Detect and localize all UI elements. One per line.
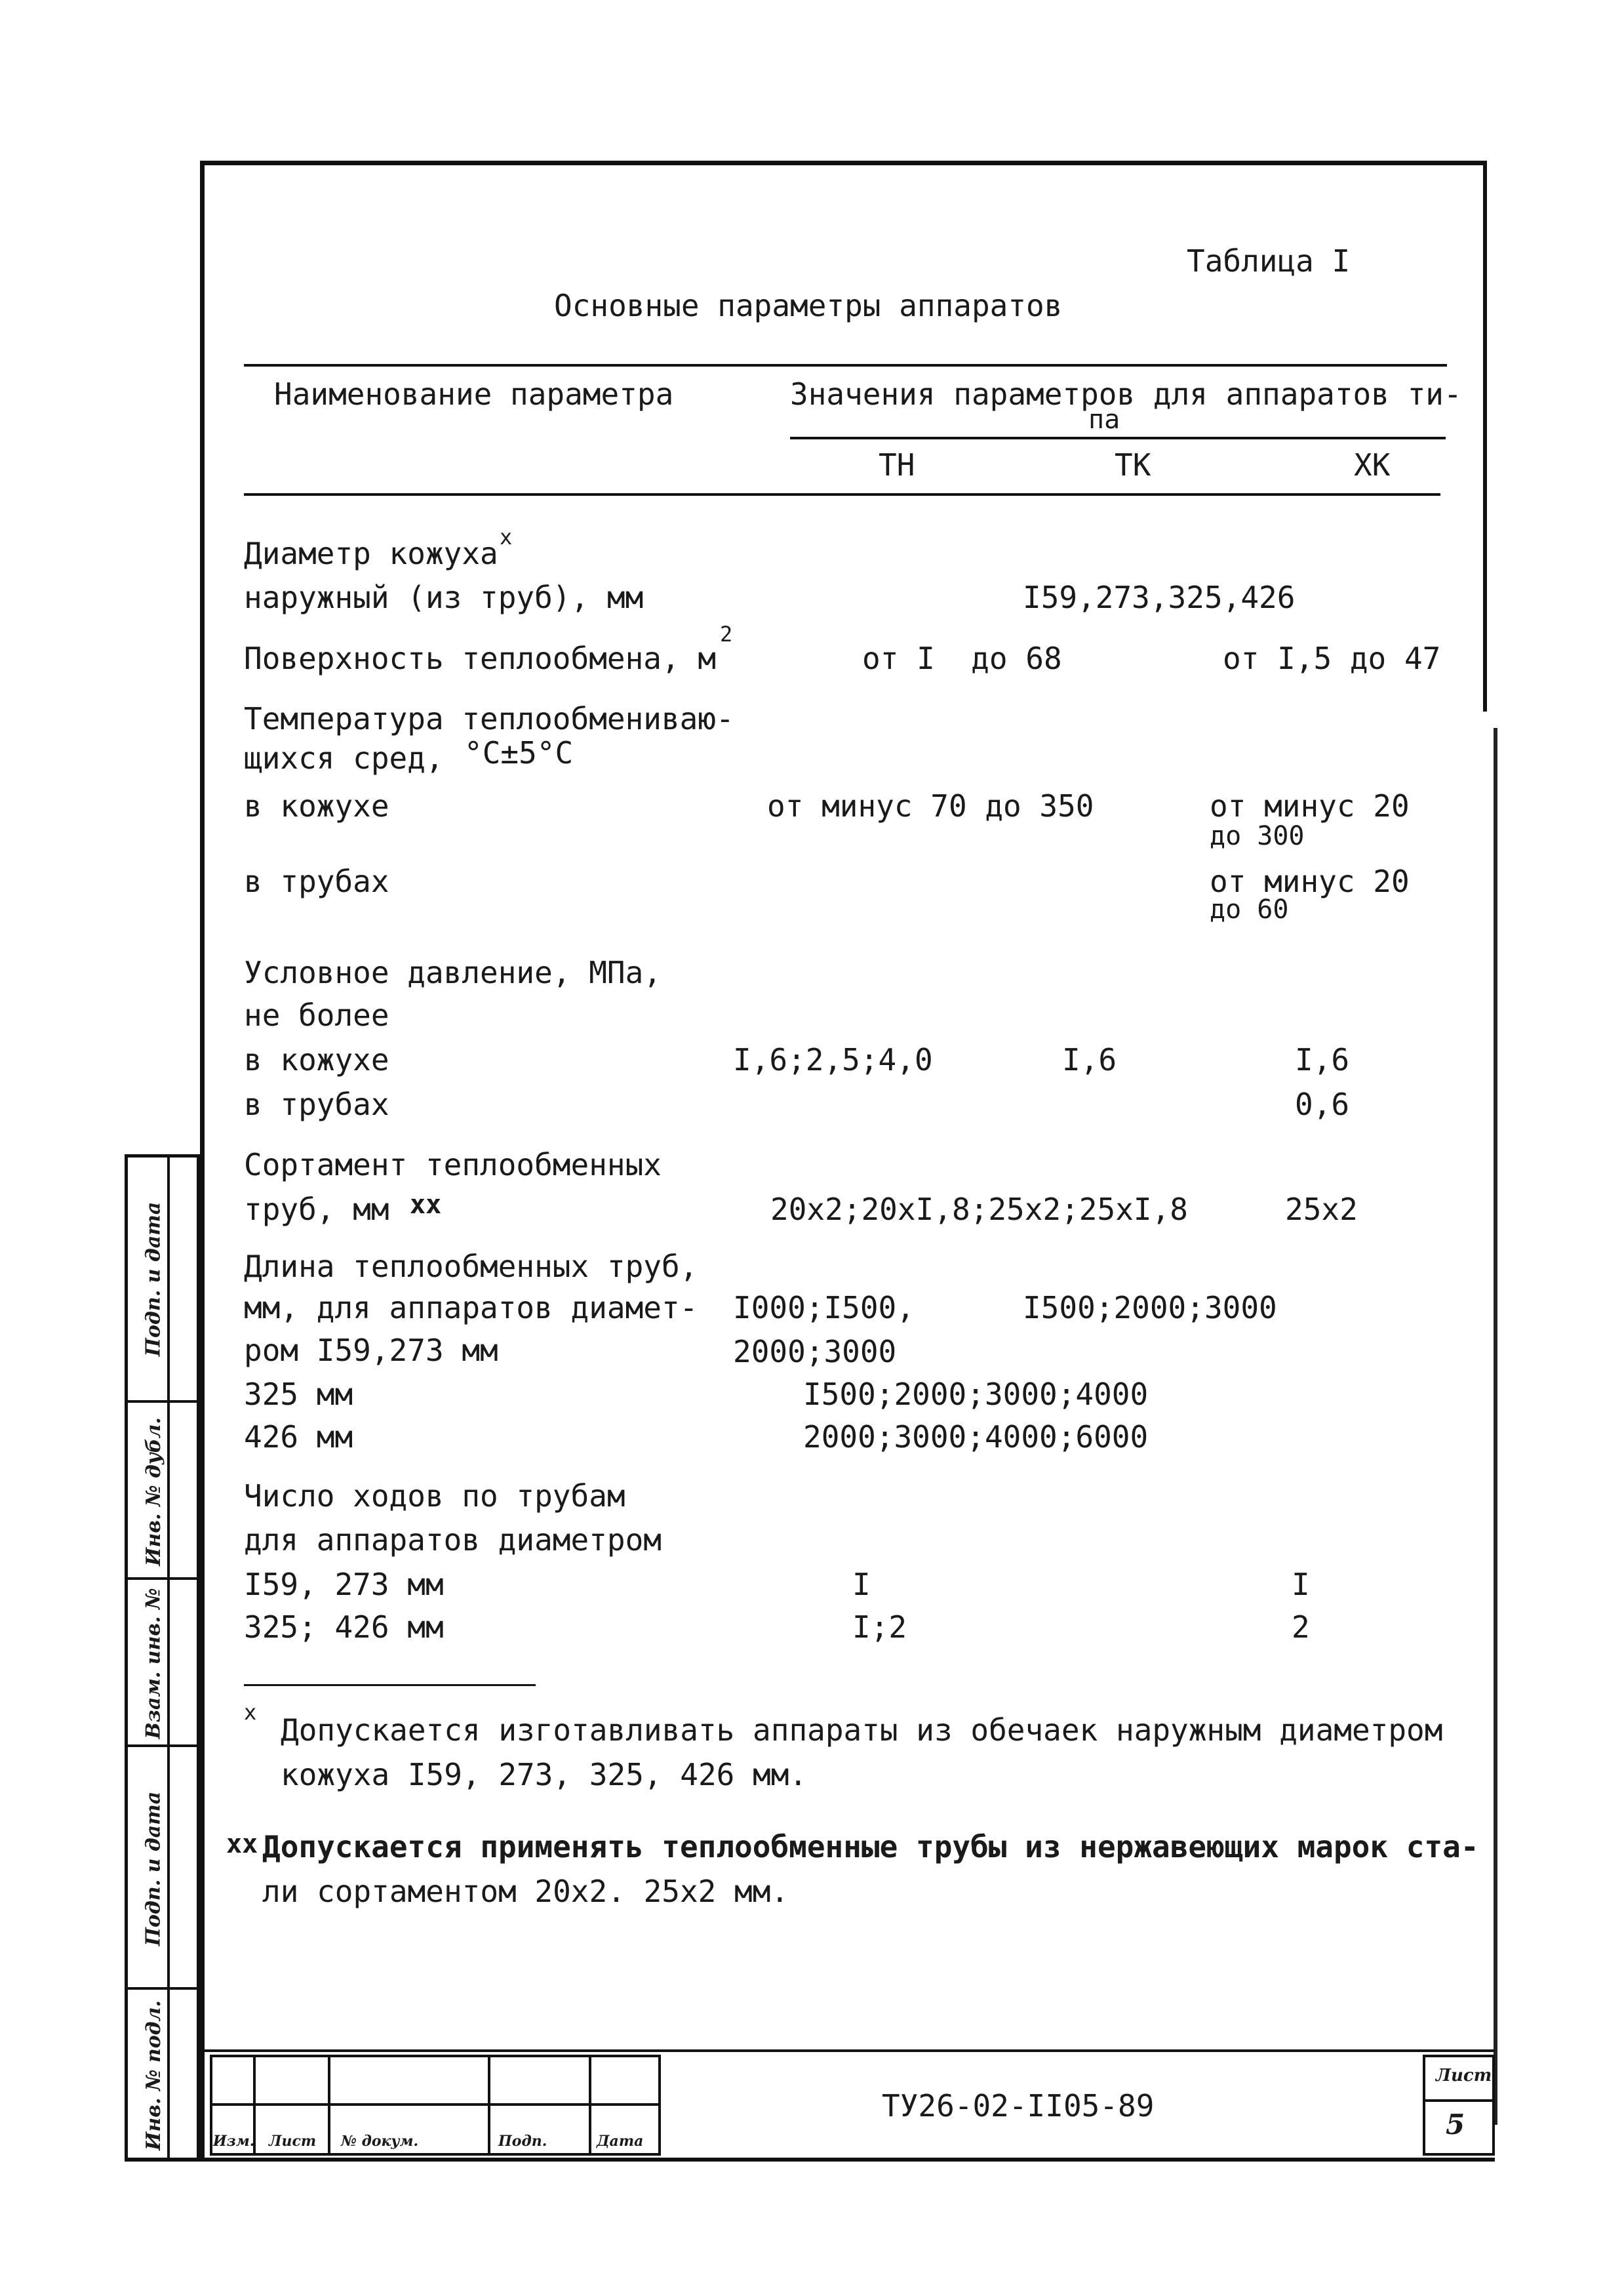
side-cell-3: [128, 1577, 197, 1744]
footnote-2-line1: Допускается применять теплообменные трубы из нержавеющих марок ста-: [262, 1829, 1479, 1864]
footnote-2-line2: ли сортаментом 20х2. 25х2 мм.: [262, 1874, 789, 1909]
header-rule-middle: [790, 437, 1446, 439]
tb-label-sheet: Лист: [269, 2133, 317, 2150]
tb-label-sign: Подп.: [498, 2133, 547, 2150]
table-caption: Таблица I: [1187, 243, 1351, 279]
row-length-label3: ром I59,273 мм: [244, 1333, 498, 1368]
header-rule-top: [244, 364, 1447, 367]
tb-label-change: Изм.: [213, 2133, 255, 2150]
row-pressure-tubes-label: в трубах: [244, 1087, 389, 1122]
row-length-325-label: 325 мм: [244, 1377, 353, 1412]
row-length-426-value: 2000;3000;4000;6000: [803, 1419, 1149, 1455]
tb-cell-5a: [589, 2055, 661, 2106]
row-temp-label2: щихся сред,: [244, 740, 444, 776]
row-temp-unit: °С±5°С: [464, 735, 574, 771]
header-param-name: Наименование параметра: [274, 376, 674, 412]
tb-cell-4a: [488, 2055, 591, 2106]
footnote-rule: [244, 1684, 536, 1686]
row-diameter-label2: наружный (из труб), мм: [244, 580, 644, 615]
row-passes-a-label: I59, 273 мм: [244, 1567, 444, 1602]
row-assort-label2: труб, мм: [244, 1192, 389, 1227]
row-temp-shell-value: от минус 70 до 350: [767, 788, 1094, 824]
side-cell-4: [128, 1744, 197, 1987]
row-pressure-shell-tk: I,6: [1062, 1042, 1117, 1078]
frame-left-border: [200, 161, 205, 2161]
header-col-tk: ТК: [1115, 447, 1151, 483]
row-pressure-label2: не более: [244, 997, 389, 1033]
side-cell-5: [128, 1987, 197, 2164]
row-temp-shell-hk1: от минус 20: [1210, 788, 1410, 824]
side-strip-divider: [167, 1158, 170, 2158]
footnote-1-line2: кожуха I59, 273, 325, 426 мм.: [281, 1757, 808, 1792]
side-label-2: Инв. № дубл.: [142, 1417, 165, 1566]
row-surface-value-hk: от I,5 до 47: [1223, 641, 1441, 676]
side-stamp-strip: [125, 1154, 200, 2161]
tb-cell-1a: [210, 2055, 256, 2106]
row-pressure-shell-hk: I,6: [1295, 1042, 1350, 1078]
side-cell-2: [128, 1400, 197, 1577]
row-temp-shell-hk2: до 300: [1210, 821, 1305, 851]
row-surface-label: Поверхность теплообмена, м: [244, 641, 717, 676]
side-label-1: Подп. и дата: [142, 1201, 165, 1356]
row-length-tk-hk: I500;2000;3000: [1023, 1290, 1277, 1325]
tb-cell-2a: [253, 2055, 330, 2106]
footnote-1-mark: х: [244, 1700, 257, 1725]
row-pressure-shell-tn: I,6;2,5;4,0: [733, 1042, 933, 1078]
row-temp-label1: Температура теплообменивaю-: [244, 701, 734, 736]
row-assort-tn-tk: 20х2;20хI,8;25х2;25хI,8: [770, 1192, 1188, 1227]
sheet-label: Лист: [1436, 2066, 1492, 2085]
frame-right-border-upper: [1483, 161, 1487, 712]
row-length-325-value: I500;2000;3000;4000: [803, 1377, 1149, 1412]
tb-label-doc-no: № докум.: [341, 2133, 419, 2150]
row-pressure-tubes-hk: 0,6: [1295, 1087, 1350, 1122]
header-rule-bottom: [244, 493, 1440, 496]
row-passes-label2: для аппаратов диаметром: [244, 1522, 662, 1558]
header-values-line1: Значения параметров для аппаратов ти-: [790, 376, 1462, 412]
frame-right-border-lower: [1494, 728, 1497, 2125]
tb-cell-3a: [328, 2055, 490, 2106]
row-passes-label1: Число ходов по трубам: [244, 1478, 625, 1514]
table-title: Основные параметры аппаратов: [554, 288, 1063, 323]
row-surface-value-tn-tk: от I до 68: [862, 641, 1062, 676]
row-temp-tubes-hk2: до 60: [1210, 895, 1289, 925]
row-temp-shell-label: в кожухе: [244, 788, 389, 824]
footnote-1-line1: Допускается изготавливать аппараты из обечаек наружным диаметром: [281, 1712, 1443, 1748]
frame-bottom-border: [125, 2158, 1495, 2162]
row-temp-tubes-label: в трубах: [244, 864, 389, 899]
row-temp-tubes-hk1: от минус 20: [1210, 864, 1410, 899]
row-length-426-label: 426 мм: [244, 1419, 353, 1455]
title-block-top-rule: [205, 2049, 1495, 2052]
row-diameter-value: I59,273,325,426: [1023, 580, 1296, 615]
row-pressure-label1: Условное давление, МПа,: [244, 955, 662, 990]
row-diameter-sup: х: [500, 525, 513, 550]
row-assort-mark: хх: [410, 1190, 442, 1220]
frame-top-border: [200, 161, 1487, 165]
side-label-5: Инв. № подл.: [142, 2000, 165, 2150]
row-length-label1: Длина теплообменных труб,: [244, 1249, 698, 1284]
row-assort-label1: Сортамент теплообменных: [244, 1147, 662, 1182]
row-assort-hk: 25х2: [1285, 1192, 1358, 1227]
footnote-2-mark: хх: [226, 1829, 258, 1859]
row-passes-b-tn: I;2: [852, 1609, 907, 1645]
row-passes-a-hk: I: [1292, 1567, 1310, 1602]
row-passes-b-hk: 2: [1292, 1609, 1310, 1645]
row-pressure-shell-label: в кожухе: [244, 1042, 389, 1078]
row-length-label2: мм, для аппаратов диамет-: [244, 1290, 698, 1325]
row-surface-sup: 2: [720, 622, 733, 647]
document-number: ТУ26-02-II05-89: [882, 2088, 1155, 2124]
side-cell-1: [128, 1158, 197, 1400]
sheet-number: 5: [1446, 2108, 1465, 2141]
row-length-tn-2: 2000;3000: [733, 1334, 897, 1369]
header-values-line2: па: [1088, 405, 1120, 435]
tb-label-date: Дата: [597, 2133, 644, 2150]
row-length-tn-1: I000;I500,: [733, 1290, 915, 1325]
side-label-4: Подп. и дата: [142, 1791, 165, 1946]
header-col-tn: ТН: [879, 447, 915, 483]
side-label-3: Взам. инв. №: [142, 1588, 165, 1739]
header-col-hk: ХК: [1354, 447, 1391, 483]
row-passes-a-tn: I: [852, 1567, 871, 1602]
row-diameter-label1: Диаметр кожуха: [244, 536, 498, 571]
row-passes-b-label: 325; 426 мм: [244, 1609, 444, 1645]
